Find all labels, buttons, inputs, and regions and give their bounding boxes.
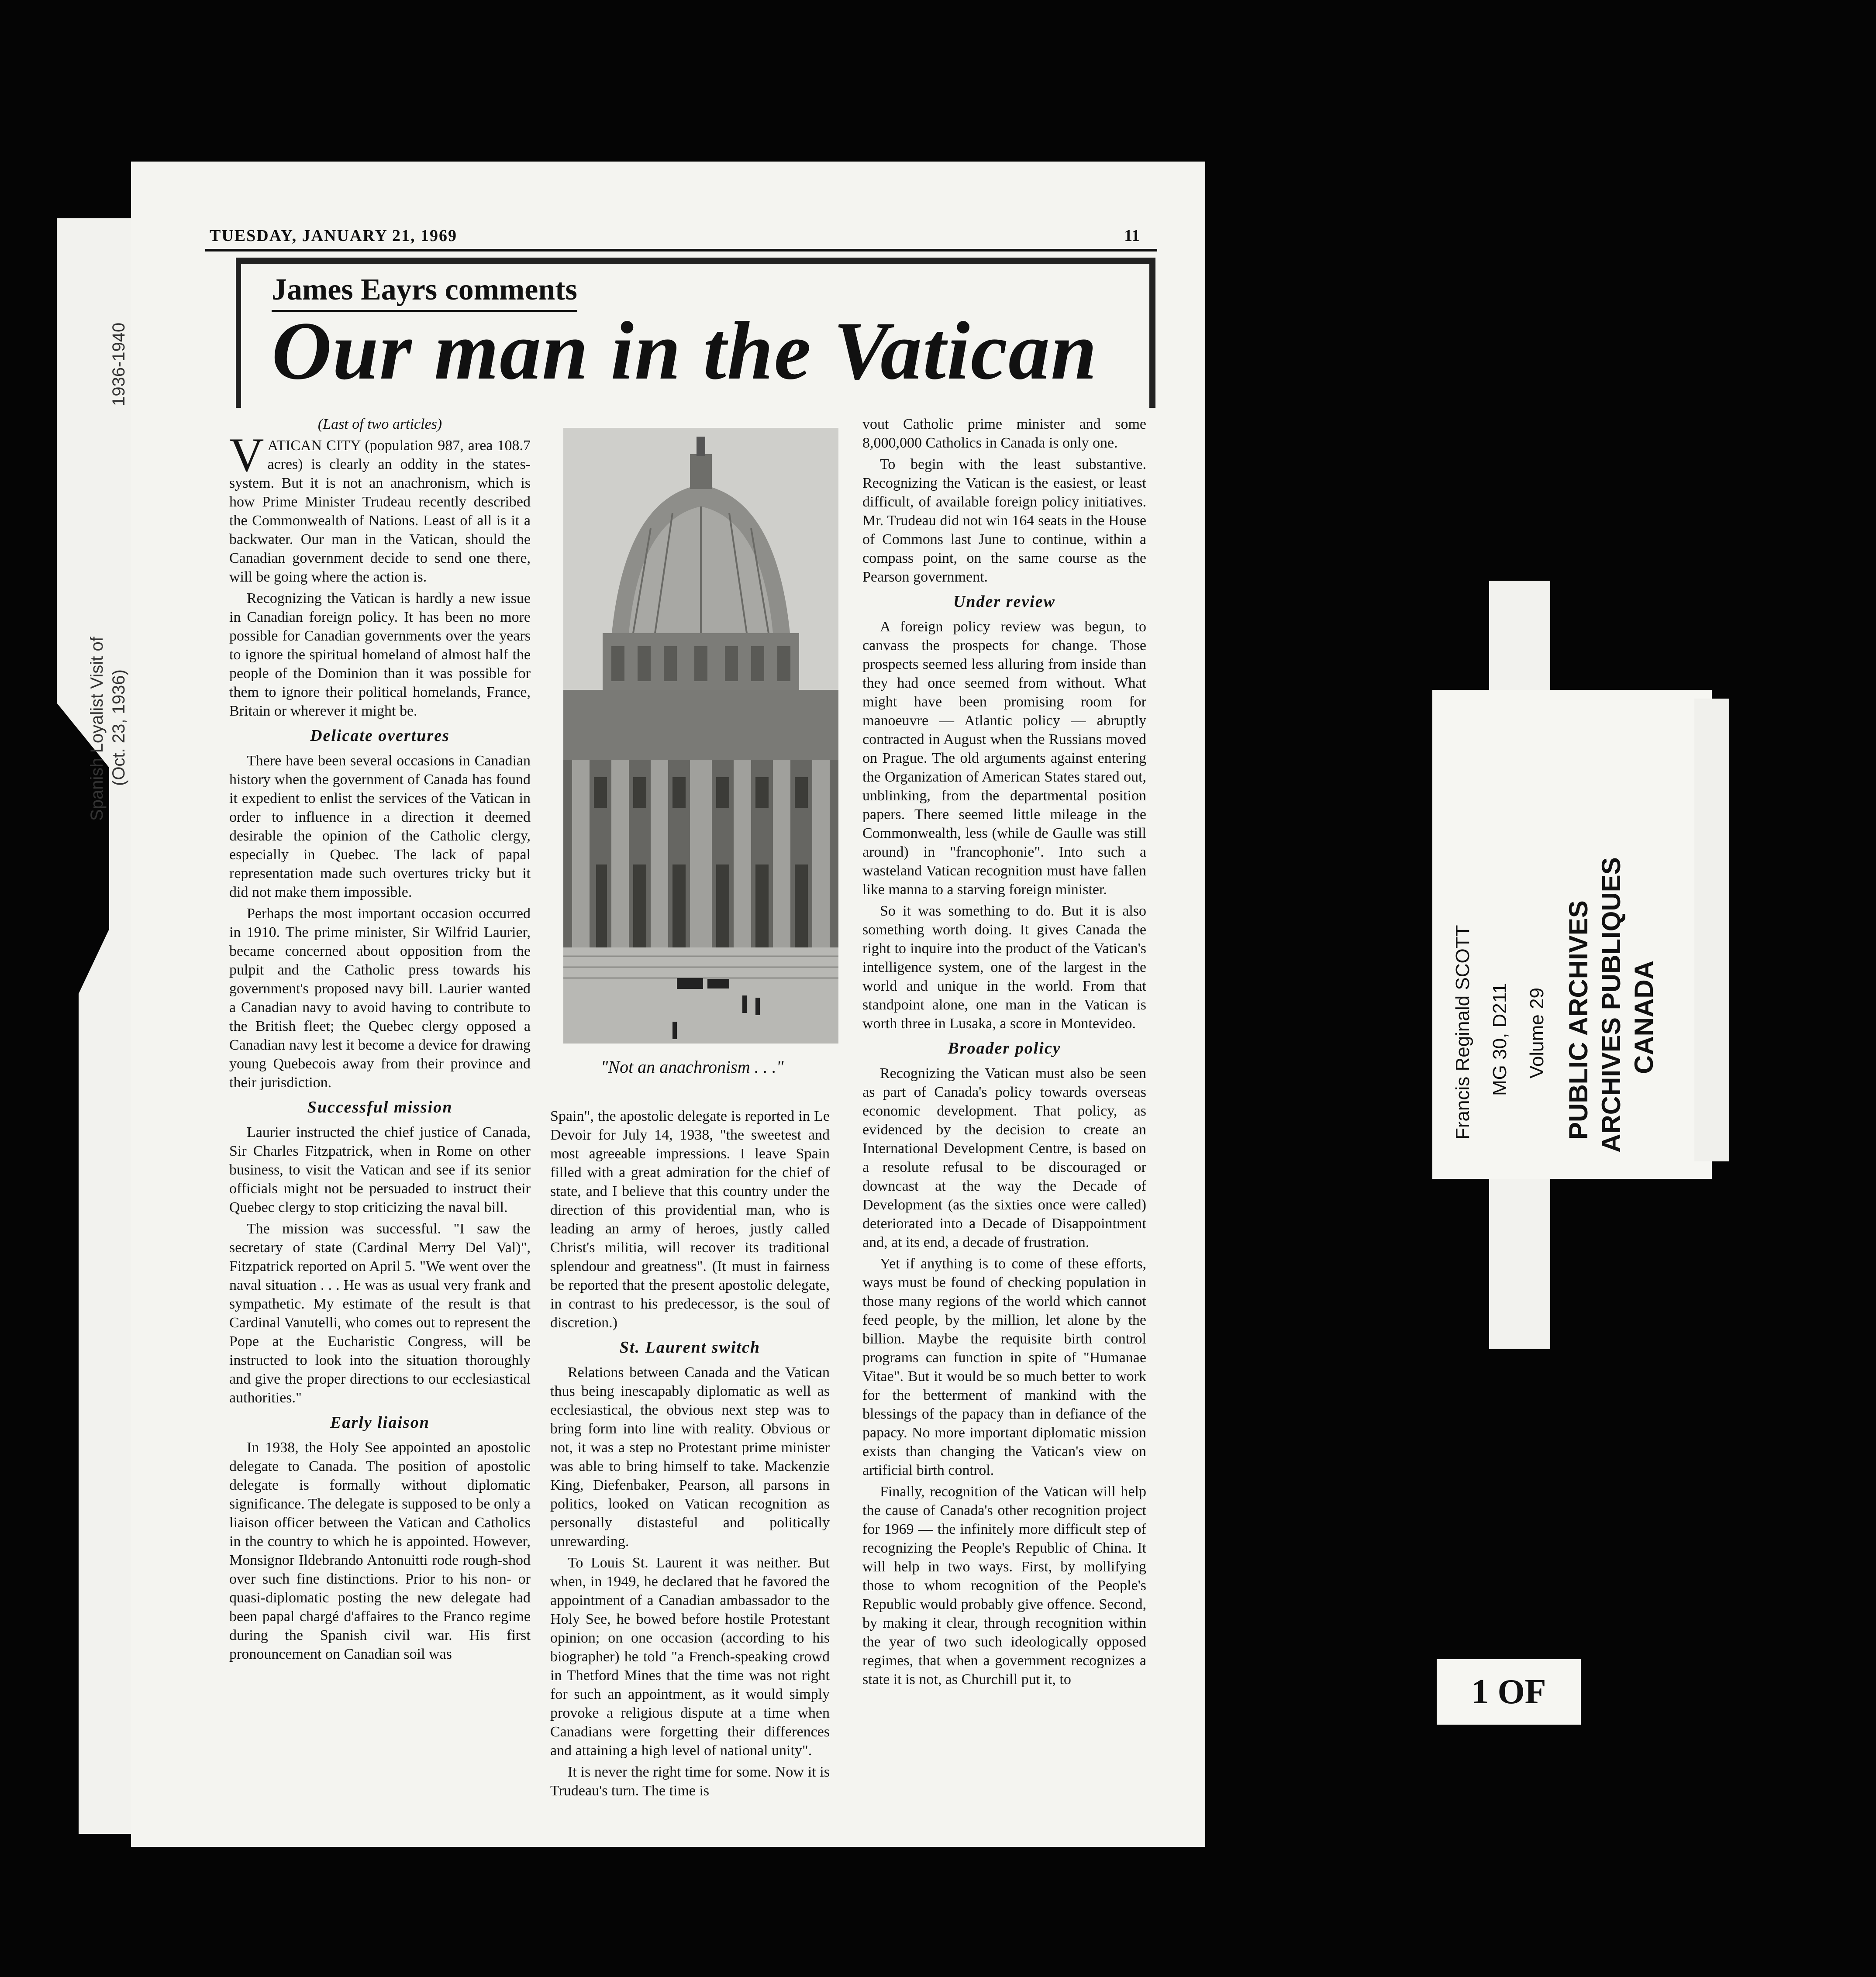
section-heading: Delicate overtures <box>310 727 450 745</box>
archives-name-fr: ARCHIVES PUBLIQUES <box>1597 857 1626 1153</box>
archives-name-en: PUBLIC ARCHIVES <box>1564 900 1593 1140</box>
paragraph: Yet if anything is to come of these efforts, ways must be found of checking population in those many regions of the world which cannot feed people, by the million, let alone by the billion. Maybe the requisite birth control programs can function in spite of "Humanae Vitae". But it would be so much better to work for the betterment of mankind with the blessings of the papacy than in defiance of the papacy. No more important diplomatic mission exists than changing the Vatican's view on artificial birth control. <box>862 1256 1146 1478</box>
article-column-3 <box>862 415 1146 1847</box>
archive-tab-subject: Spanish Loyalist Visit of <box>87 637 107 821</box>
paragraph: Recognizing the Vatican is hardly a new issue in Canadian foreign policy. It has been no more possible for Canadian governments over the years to ignore the spiritual homeland of almost half the people of the Dominion than it was possible for them to ignore their political homelands, France, Britain or wherever it might be. <box>229 590 531 719</box>
fonds-name: Francis Reginald SCOTT <box>1452 925 1473 1140</box>
fonds-reference: MG 30, D211 <box>1489 983 1510 1096</box>
issue-date: TUESDAY, JANUARY 21, 1969 <box>210 227 458 245</box>
paragraph: Spain", the apostolic delegate is reported in Le Devoir for July 14, 1938, "the sweetest and most agreeable impressions. I leave Spain filled with a great admiration for the chief of state, and I believe that this country under the direction of this providential man, who is leading an army of heroes, justly called Christ's militia, will recover its traditional splendour and greatness". (It must in fairness be reported that the present apostolic delegate, in contrast to his predecessor, is the soul of discretion.) <box>550 1108 830 1331</box>
archive-tab-years: 1936-1940 <box>109 322 128 406</box>
archive-card-tab <box>1694 699 1729 1161</box>
paragraph: Relations between Canada and the Vatican thus being inescapably diplomatic as well as ecclesiastical, the obvious next step was to bring form into line with reality. Obvious or not, it was a step no Protestant prime minister was able to bring himself to take. Mackenzie King, Diefenbaker, Pearson, all parsons in politics, looked on Vatican recognition as personally distasteful and politically unrewarding. <box>550 1364 830 1550</box>
paragraph: To Louis St. Laurent it was neither. But when, in 1949, he declared that he favored the appointment of a Canadian ambassador to the Holy See, he bowed before hostile Protestant opinion; on one occasion (according to his biographer) he told "a French-speaking crowd in Thetford Mines that the time was not right for such an appointment, as it would simply provoke a religious dispute at a time when Canadians were forgetting their differences and attaining a high level of national unity". <box>550 1555 830 1759</box>
st-peters-basilica-photo <box>563 428 838 1044</box>
section-heading: Under review <box>953 592 1056 611</box>
archives-country: CANADA <box>1629 961 1659 1074</box>
headline-box <box>236 258 1155 408</box>
section-heading: Early liaison <box>330 1413 430 1432</box>
newspaper-header <box>205 223 1157 251</box>
paragraph: A foreign policy review was begun, to canvass the prospects for change. Those prospects seemed less alluring from inside than they had once seemed from without. What might have been promising room for manoeuvre — Atlantic policy — abruptly contracted in August when the Russians moved on Prague. The old arguments against entering the Organization of American States stared out, unblinking, from the departmental position papers. There seemed little mileage in the Commonwealth, less (while de Gaulle was still around) in "francophonie". Into such a wasteland Vatican recognition must have fallen like manna to a starving foreign minister. <box>862 619 1146 898</box>
paragraph: It is never the right time for some. Now it is Trudeau's turn. The time is <box>550 1764 830 1799</box>
section-heading: Broader policy <box>948 1039 1061 1057</box>
photo-caption: "Not an anachronism . . ." <box>600 1057 784 1077</box>
paragraph: Laurier instructed the chief justice of Canada, Sir Charles Fitzpatrick, when in Rome on other business, to visit the Vatican and see if its senior officials might not be persuaded to instruct their Quebec clergy to stop criticizing the naval bill. <box>229 1124 531 1216</box>
article-subtitle: (Last of two articles) <box>317 416 442 432</box>
archive-tab-date: (Oct. 23, 1936) <box>109 669 128 786</box>
page-number: 11 <box>1124 227 1140 245</box>
paragraph: In 1938, the Holy See appointed an apostolic delegate to Canada. The position of apostolic delegate is formally without diplomatic significance. The delegate is supposed to be only a liaison officer between the Vatican and Catholics in the country to which he is appointed. However, Monsignor Ildebrando Antonuitti rode rough-shod over such fine distinctions. Prior to his non- or quasi-diplomatic posting the new delegate had been papal chargé d'affaires to the Franco regime during the Spanish civil war. His first pronouncement on Canadian soil was <box>229 1440 531 1662</box>
paragraph: Finally, recognition of the Vatican will help the cause of Canada's other recognition project for 1969 — the infinitely more difficult step of recognizing the People's Republic of China. It will help in two ways. First, by mollifying those to whom recognition of the People's Republic would probably give offence. Second, by making it clear, through recognition within the year of two such ideologically opposed regimes, that when a government recognizes a state it is not, as Churchill put it, to <box>862 1484 1146 1688</box>
paragraph: There have been several occasions in Canadian history when the government of Canada has found it expedient to enlist the services of the Vatican in order to influence in a direction it deemed desirable the opinion of the Catholic clergy, especially in Quebec. The lack of papal representation made such overtures tricky but it did not make them impossible. <box>229 753 531 900</box>
paragraph: So it was something to do. But it is also something worth doing. It gives Canada the right to inquire into the product of the Vatican's intelligence system, one of the largest in the world and unique in the world. From that standpoint alone, one man in the Vatican is worth three in Lusaka, a score in Montevideo. <box>862 903 1146 1032</box>
paragraph: ATICAN CITY (population 987, area 108.7 acres) is clearly an oddity in the states-system. But it is not an anachronism, which is how Prime Minister Trudeau recently described the Commonwealth of Nations. Least of all is it a backwater. Our man in the Vatican, should the Canadian government decide to send one there, will be going where the action is. <box>229 437 531 585</box>
section-heading: Successful mission <box>307 1098 453 1116</box>
paragraph: Perhaps the most important occasion occurred in 1910. The prime minister, Sir Wilfrid Laurier, became concerned about opposition from the pulpit and the Catholic press towards his government's proposed navy bill. Laurier wanted a Canadian navy to avoid having to contribute to the British fleet; the Quebec clergy opposed a Canadian navy lest it become a device for drawing young Quebecois away from their province and their jurisdiction. <box>229 906 531 1091</box>
paragraph: The mission was successful. "I saw the secretary of state (Cardinal Merry Del Val)", Fitzpatrick reported on April 5. "We went over the naval situation . . . He was as usual very frank and sympathetic. My estimate of the result is that Cardinal Vanutelli, who comes out to represent the Pope at the Eucharistic Congress, will be instructed to look into the situation thoroughly and give the proper directions to our ecclesiastical authorities." <box>229 1221 531 1406</box>
frame-count-stamp: 1 OF <box>1437 1659 1581 1725</box>
paragraph: Recognizing the Vatican must also be seen as part of Canada's policy towards overseas economic development. That policy, as evidenced by the decision to create an International Development Centre, is based on a resolute refusal to be discouraged or downcast at the way the Decade of Development (as the sixties once were called) deteriorated into a Decade of Disappointment and, at its end, a decade of frustration. <box>862 1065 1146 1250</box>
archive-reference-card <box>1432 690 1712 1179</box>
paragraph: vout Catholic prime minister and some 8,000,000 Catholics in Canada is only one. <box>862 416 1146 451</box>
paragraph: To begin with the least substantive. Recognizing the Vatican is the easiest, or least difficult, of available foreign policy initiatives. Mr. Trudeau did not win 164 seats in the House of Commons last June to continue, within a compass point, on the same course as the Pearson government. <box>862 456 1146 585</box>
section-heading: St. Laurent switch <box>619 1338 761 1357</box>
article-headline: Our man in the Vatican <box>272 305 1098 397</box>
column-kicker: James Eayrs comments <box>272 272 577 312</box>
volume-number: Volume 29 <box>1526 988 1548 1078</box>
article-column-1 <box>229 415 531 1847</box>
drop-cap: V <box>229 428 264 482</box>
article-column-2 <box>550 1107 830 1845</box>
basilica-illustration <box>563 428 838 1044</box>
